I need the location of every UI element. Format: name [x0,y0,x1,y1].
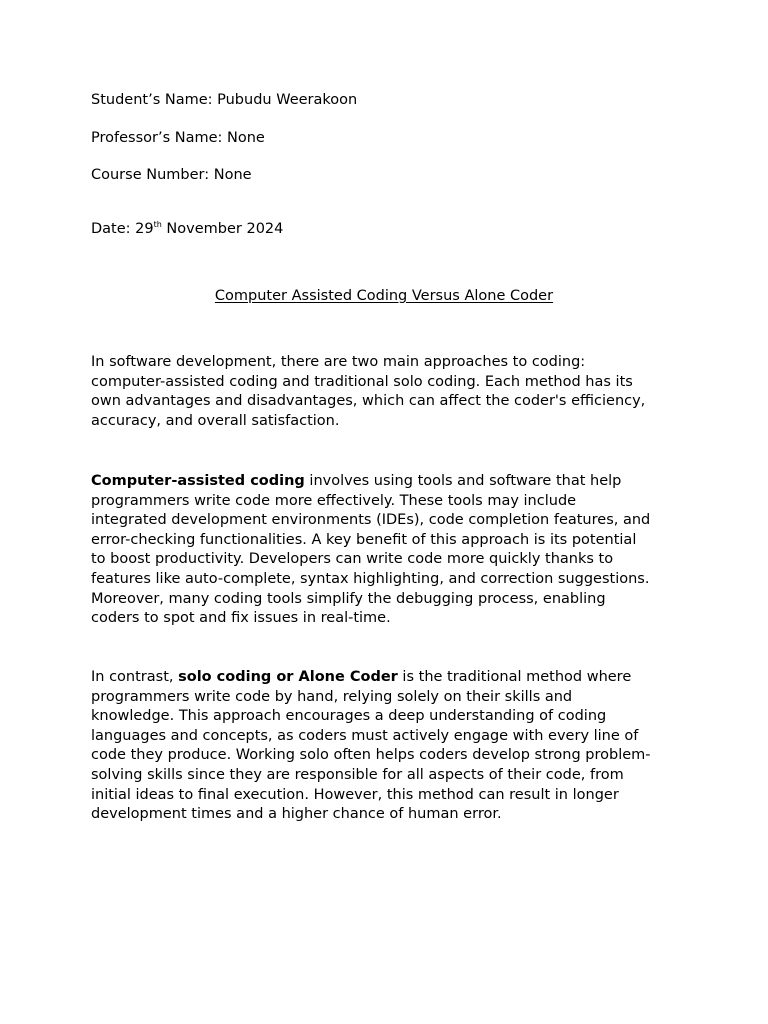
course-number-label: Course Number: [91,167,214,183]
computer-assisted-line: integrated development environments (IDEs), code completion features, and [91,512,651,529]
intro-line: In software development, there are two main approaches to coding: [91,354,586,370]
solo-coding-line: languages and concepts, as coders must actively engage with every line of [91,727,639,744]
professor-name-line [91,129,265,149]
solo-coding-lead: In contrast, [91,669,179,685]
course-number-value: None [213,167,252,183]
computer-assisted-line: features like auto-complete, syntax highlighting, and correction suggestions. [91,570,650,587]
date-day: 29 [135,221,154,237]
course-number-line [91,166,252,186]
intro-line: computer-assisted coding and traditional solo coding. Each method has its [91,373,633,390]
computer-assisted-paragraph [91,472,691,629]
solo-coding-line: programmers write code by hand, relying solely on their skills and [91,688,573,705]
solo-coding-term: solo coding or Alone Coder [178,669,398,685]
professor-name-value: None [227,130,265,146]
date-month-year: November 2024 [161,221,284,237]
computer-assisted-line: Moreover, many coding tools simplify the debugging process, enabling [91,590,606,607]
solo-coding-line: knowledge. This approach encourages a deep understanding of coding [91,708,607,725]
date-ordinal-suffix: th [153,220,162,230]
professor-name-label: Professor’s Name: [91,130,228,146]
solo-coding-first-line-text: is the traditional method where [397,669,632,685]
computer-assisted-first-line-text: involves using tools and software that help [304,473,622,489]
solo-coding-line: code they produce. Working solo often helps coders develop strong problem- [91,747,651,764]
solo-coding-paragraph [91,668,691,825]
computer-assisted-first-line [91,472,691,492]
solo-coding-line: development times and a higher chance of human error. [91,806,502,823]
student-name-label: Student’s Name: [91,92,218,108]
solo-coding-first-line [91,668,691,688]
solo-coding-line: solving skills since they are responsible for all aspects of their code, from [91,766,624,783]
solo-coding-line: initial ideas to final execution. However, this method can result in longer [91,786,619,803]
date-line [91,220,283,240]
student-name-value: Pubudu Weerakoon [217,92,358,108]
computer-assisted-term: Computer-assisted coding [91,473,305,489]
student-name-line [91,91,357,111]
date-label: Date: [91,221,136,237]
document-title-text: Computer Assisted Coding Versus Alone Coder [214,288,554,304]
document-title [0,287,768,307]
computer-assisted-line: error-checking functionalities. A key benefit of this approach is its potential [91,531,637,548]
intro-line: accuracy, and overall satisfaction. [91,412,340,429]
computer-assisted-line: to boost productivity. Developers can write code more quickly thanks to [91,551,614,568]
computer-assisted-line: coders to spot and fix issues in real-time. [91,610,391,627]
computer-assisted-line: programmers write code more effectively. These tools may include [91,492,577,509]
intro-paragraph [91,353,691,431]
intro-line: own advantages and disadvantages, which can affect the coder's efficiency, [91,393,646,410]
